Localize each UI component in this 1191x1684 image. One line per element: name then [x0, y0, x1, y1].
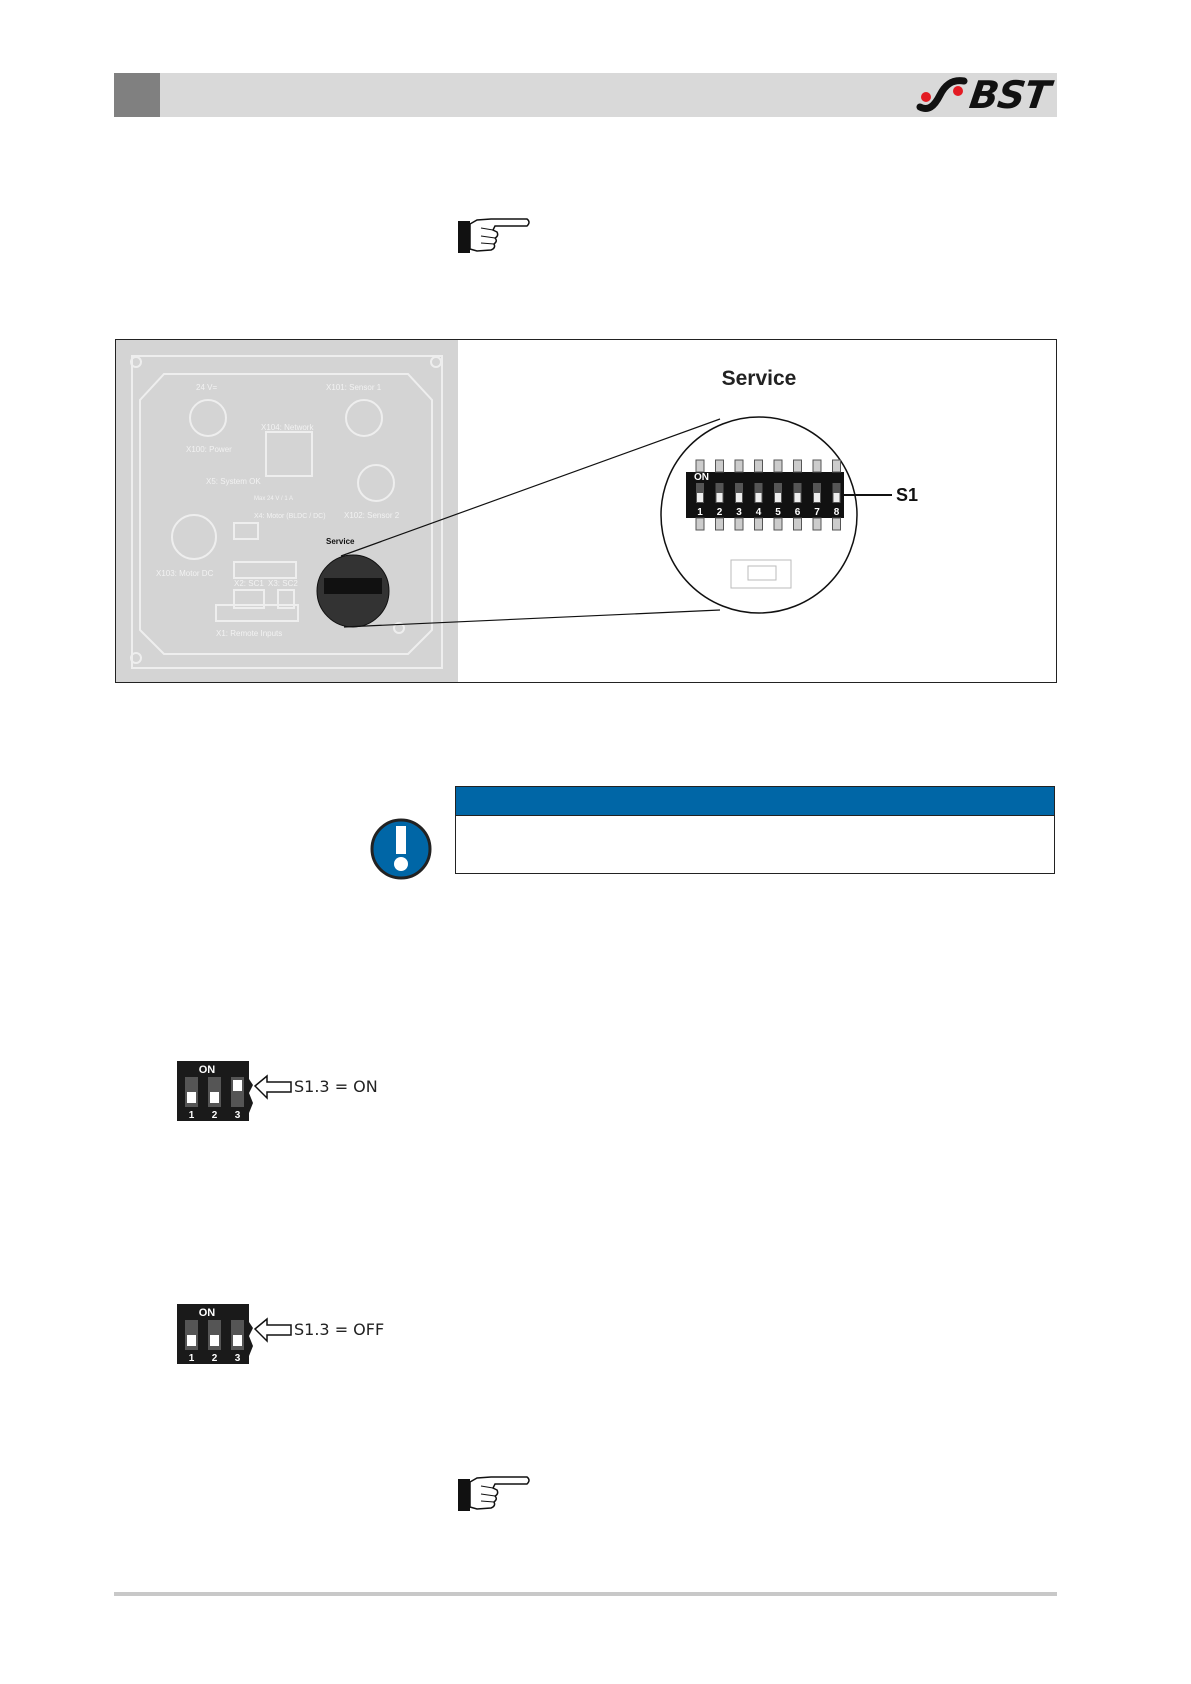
bst-swoosh-icon — [914, 77, 970, 113]
bst-logo — [914, 73, 1053, 117]
panel-label: 24 V= — [196, 383, 218, 392]
switch-pin — [813, 518, 821, 530]
panel-label: X4: Motor (BLDC / DC) — [254, 513, 326, 520]
switch-pin — [696, 518, 704, 530]
switch-number: 3 — [736, 507, 742, 518]
switch-pin — [813, 460, 821, 472]
service-switch-figure — [115, 339, 1057, 683]
switch-number: 3 — [234, 1110, 241, 1121]
switch-pin — [735, 460, 743, 472]
switch-number: 5 — [775, 507, 781, 518]
arrow-icon — [255, 1076, 291, 1098]
switch-state-label: S1.3 = ON — [294, 1077, 378, 1096]
switch-pin — [833, 460, 841, 472]
switch-knob-6 — [795, 493, 801, 502]
switch-number: 1 — [697, 507, 703, 518]
figure-title: Service — [721, 367, 797, 390]
switch-number: 2 — [716, 507, 723, 518]
chapter-tab — [114, 73, 160, 117]
switch-knob-2 — [210, 1335, 219, 1346]
panel-label: X3: SC2 — [268, 579, 298, 588]
panel-service-label: Service — [326, 537, 355, 546]
panel-label: X1: Remote Inputs — [216, 629, 283, 638]
switch-pin — [716, 460, 724, 472]
on-label: ON — [198, 1307, 216, 1319]
switch-number: 1 — [188, 1110, 195, 1121]
panel-label: X102: Sensor 2 — [344, 511, 400, 520]
panel-label: X104: Network — [261, 423, 314, 432]
switch-knob-1 — [187, 1092, 196, 1103]
panel-label: X2: SC1 — [234, 579, 264, 588]
switch-knob-1 — [187, 1335, 196, 1346]
switch-state-label: S1.3 = OFF — [294, 1320, 385, 1339]
switch-number: 7 — [814, 507, 820, 518]
switch-number: 6 — [794, 507, 801, 518]
panel-label: X100: Power — [186, 445, 232, 454]
panel-label: X101: Sensor 1 — [326, 383, 382, 392]
panel-label: X5: System OK — [206, 477, 261, 486]
switch-knob-1 — [697, 493, 703, 502]
switch-number: 2 — [211, 1110, 218, 1121]
switch-number: 2 — [211, 1353, 218, 1364]
controller-diagram — [116, 340, 1056, 682]
switch-number: 3 — [234, 1353, 241, 1364]
switch-number: 1 — [188, 1353, 195, 1364]
arrow-icon — [255, 1319, 291, 1341]
switch-knob-8 — [834, 493, 840, 502]
panel-label: X103: Motor DC — [156, 569, 214, 578]
switch-pin — [735, 518, 743, 530]
switch-knob-7 — [814, 493, 820, 502]
logo-text: BST — [966, 73, 1053, 117]
on-label: ON — [694, 472, 709, 483]
switch-knob-5 — [775, 493, 781, 502]
switch-pin — [755, 460, 763, 472]
switch-knob-3 — [233, 1335, 242, 1346]
switch-pin — [794, 460, 802, 472]
switch-knob-3 — [233, 1080, 242, 1091]
page-header — [114, 73, 1057, 117]
dip-switch-example — [177, 1304, 297, 1364]
notice-exclamation-icon — [369, 817, 433, 881]
panel-label: Max 24 V / 1 A — [254, 496, 294, 502]
switch-pin — [833, 518, 841, 530]
switch-knob-2 — [717, 493, 723, 502]
switch-knob-4 — [756, 493, 762, 502]
switch-pin — [755, 518, 763, 530]
switch-pin — [794, 518, 802, 530]
switch-pin — [774, 518, 782, 530]
switch-number: 8 — [833, 507, 840, 518]
switch-knob-2 — [210, 1092, 219, 1103]
on-label: ON — [198, 1064, 216, 1076]
s1-label: S1 — [896, 485, 919, 505]
switch-pin — [774, 460, 782, 472]
pointing-hand-icon — [457, 1474, 531, 1512]
footer-rule — [114, 1592, 1057, 1596]
switch-knob-3 — [736, 493, 742, 502]
notice-header-bar — [456, 787, 1054, 816]
switch-pin — [696, 460, 704, 472]
switch-pin — [716, 518, 724, 530]
switch-number: 4 — [755, 507, 762, 518]
notice-box — [455, 786, 1055, 874]
dip-switch-example — [177, 1061, 297, 1121]
pointing-hand-icon — [457, 216, 531, 254]
